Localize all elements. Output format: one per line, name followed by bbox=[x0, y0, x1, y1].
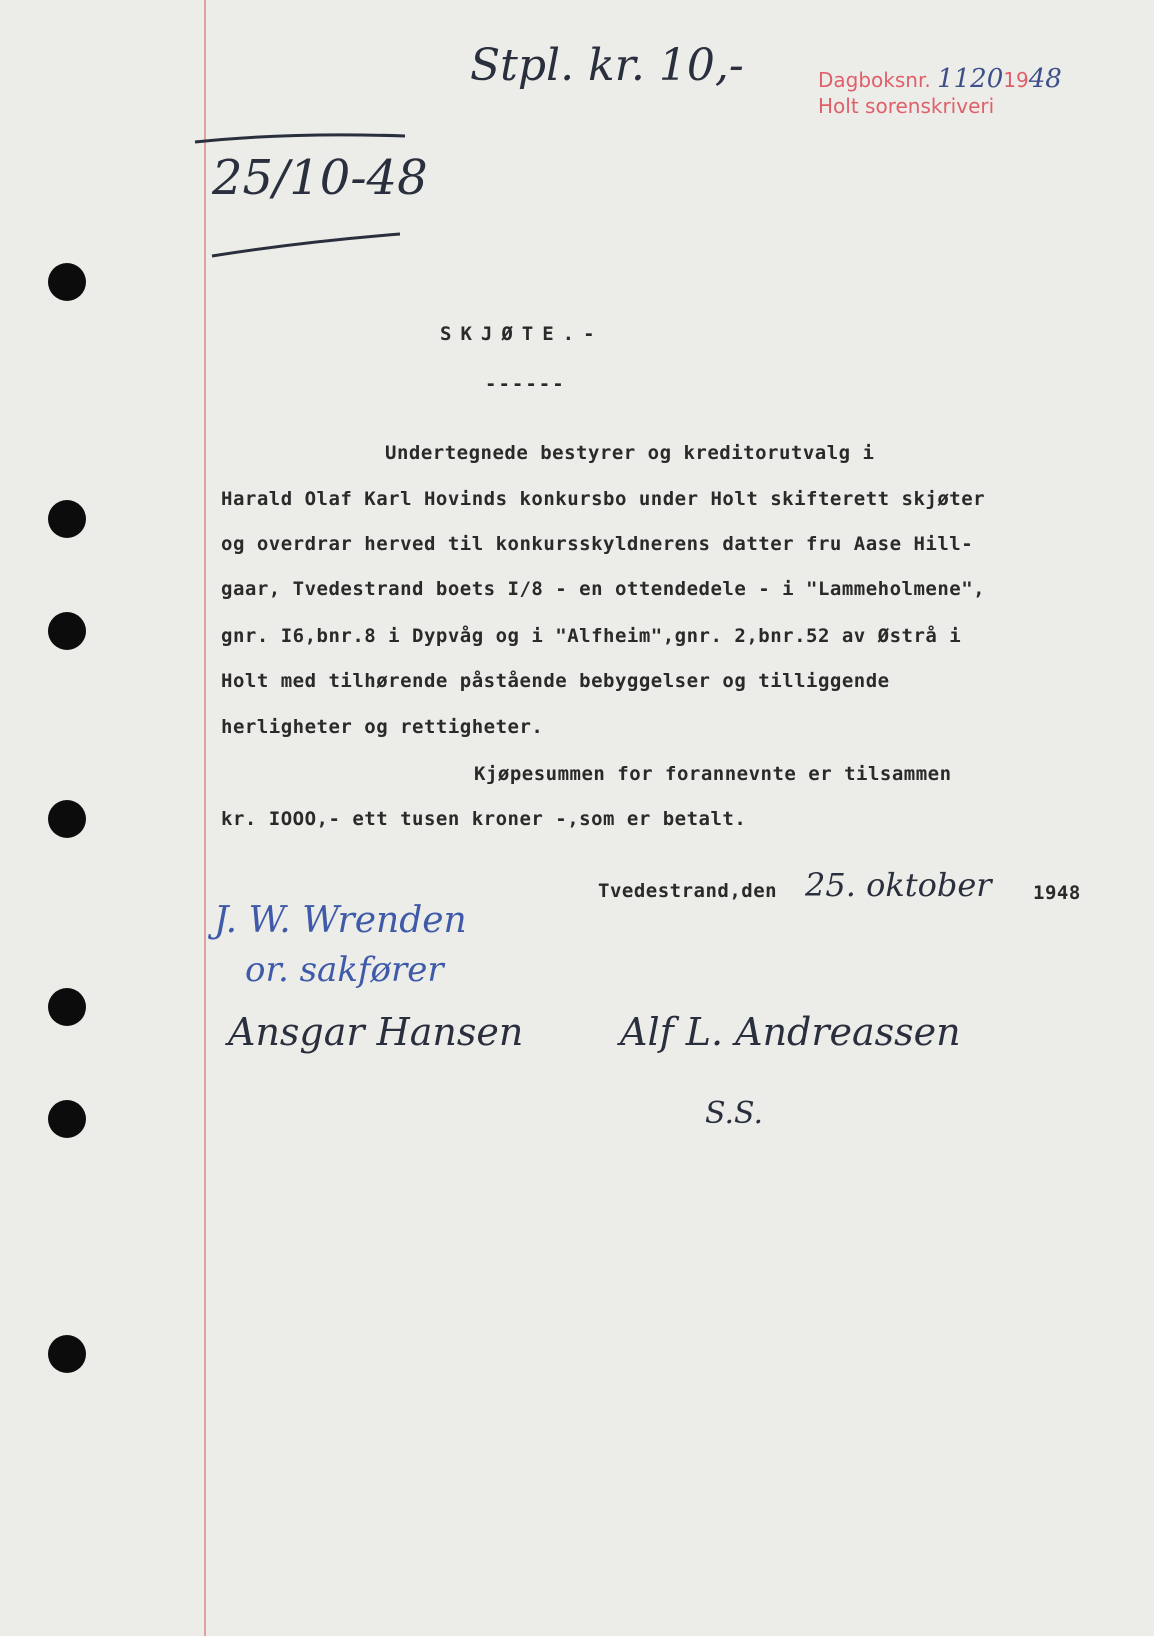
signature-right: Alf L. Andreassen bbox=[620, 1010, 961, 1054]
place-date-label: Tvedestrand,den bbox=[598, 880, 778, 902]
date-note: 25/10-48 bbox=[212, 150, 428, 206]
title-rule: ------ bbox=[485, 373, 566, 395]
body-line: gaar, Tvedestrand boets I/8 - en ottendedele - i "Lammeholmene", bbox=[221, 578, 986, 600]
document-title: SKJØTE.- bbox=[440, 323, 604, 345]
punch-hole bbox=[48, 1100, 86, 1138]
stamp-year: 48 bbox=[1028, 64, 1062, 94]
stamp-office: Holt sorenskriveri bbox=[818, 94, 995, 118]
body-line: herligheter og rettigheter. bbox=[221, 716, 544, 738]
body-line: Kjøpesummen for forannevnte er tilsammen bbox=[474, 763, 952, 785]
body-line: Holt med tilhørende påstående bebyggelser og tilliggende bbox=[221, 670, 890, 692]
stamp-label: Dagboksnr. bbox=[818, 68, 931, 92]
body-line: Harald Olaf Karl Hovinds konkursbo under Holt skifterett skjøter bbox=[221, 488, 986, 510]
body-line: og overdrar herved til konkursskyldnerens datter fru Aase Hill- bbox=[221, 533, 974, 555]
punch-hole bbox=[48, 612, 86, 650]
punch-hole bbox=[48, 263, 86, 301]
body-line: gnr. I6,bnr.8 i Dypvåg og i "Alfheim",gnr. 2,bnr.52 av Østrå i bbox=[221, 625, 962, 647]
punch-hole bbox=[48, 500, 86, 538]
body-line: Undertegnede bestyrer og kreditorutvalg i bbox=[385, 442, 875, 464]
punch-hole bbox=[48, 1335, 86, 1373]
document-year: 1948 bbox=[1033, 882, 1081, 904]
date-note-strokes bbox=[190, 130, 420, 270]
stamp-number: 1120 bbox=[937, 64, 1004, 94]
sign-date: 25. oktober bbox=[805, 866, 992, 904]
punch-hole bbox=[48, 988, 86, 1026]
registry-stamp: Dagboksnr. 11201948 Holt sorenskriveri bbox=[818, 64, 1062, 118]
witness-name: J. W. Wrenden bbox=[214, 900, 467, 941]
witness-title: or. sakfører bbox=[245, 950, 444, 990]
signature-left: Ansgar Hansen bbox=[228, 1010, 524, 1054]
fee-note: Stpl. kr. 10,- bbox=[470, 40, 744, 91]
body-line: kr. IOOO,- ett tusen kroner -,som er betalt. bbox=[221, 808, 747, 830]
punch-hole bbox=[48, 800, 86, 838]
signature-initials: S.S. bbox=[705, 1096, 764, 1131]
